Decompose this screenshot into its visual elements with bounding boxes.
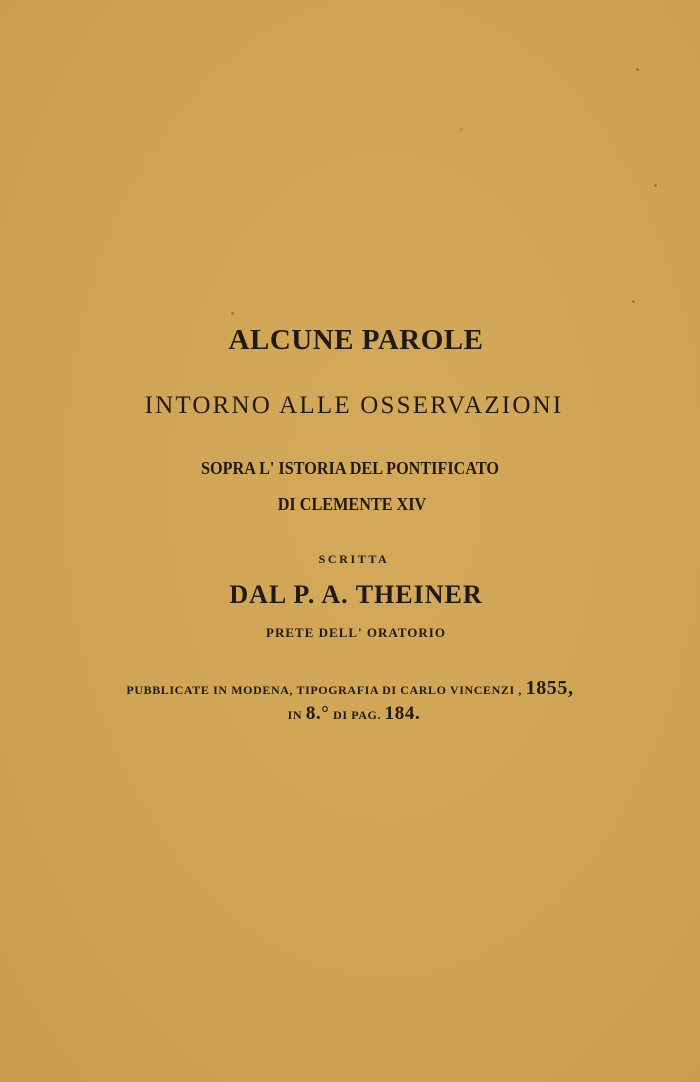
publication-place-printer: PUBBLICATE IN MODENA, TIPOGRAFIA DI CARLO VINCENZI , bbox=[126, 683, 522, 697]
page-subtitle: INTORNO ALLE OSSERVAZIONI bbox=[144, 392, 564, 419]
book-format: 8.° bbox=[305, 703, 330, 724]
subtitle-line-clemente: DI CLEMENTE XIV bbox=[277, 494, 427, 514]
page-title: ALCUNE PAROLE bbox=[228, 324, 484, 356]
subtitle-line-sopra: SOPRA L' ISTORIA DEL PONTIFICATO bbox=[201, 458, 499, 478]
format-prefix: IN bbox=[287, 708, 303, 722]
author-name: DAL P. A. THEINER bbox=[229, 580, 483, 609]
paper-speck bbox=[231, 312, 234, 315]
author-role: PRETE DELL' ORATORIO bbox=[266, 625, 446, 640]
paper-speck bbox=[460, 128, 463, 131]
scritta-label: SCRITTA bbox=[318, 552, 390, 566]
publication-year: 1855, bbox=[525, 677, 574, 699]
publication-line-2 bbox=[4, 703, 700, 725]
paper-speck bbox=[632, 300, 635, 303]
pages-label: DI PAG. bbox=[333, 708, 382, 722]
paper-speck bbox=[636, 68, 639, 71]
paper-speck bbox=[654, 184, 657, 187]
page-count: 184. bbox=[384, 703, 421, 724]
publication-line-1 bbox=[0, 677, 700, 700]
